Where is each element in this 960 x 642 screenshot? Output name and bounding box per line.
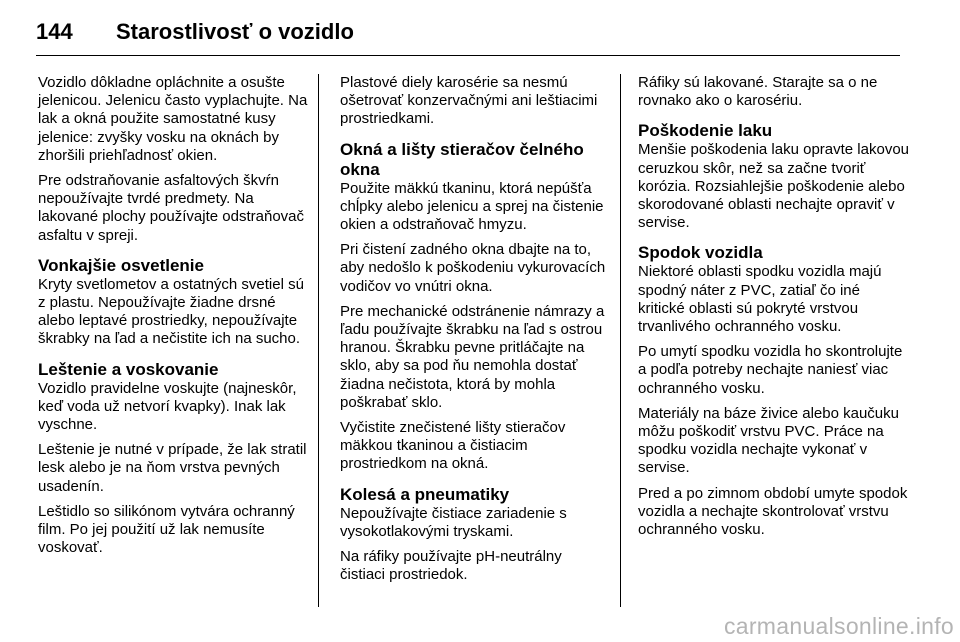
section-heading: Kolesá a pneumatiky: [340, 484, 510, 504]
paragraph: Leštenie je nutné v prípade, že lak stratil lesk alebo je na ňom vrstva pevných usadenín.: [38, 441, 307, 495]
paragraph: Použite mäkkú tkaninu, ktorá nepúšťa chĺpky alebo jelenicu a sprej na čistenie okien a odstraňovač hmyzu.: [340, 179, 604, 234]
paragraph: Vozidlo dôkladne opláchnite a osušte jelenicou. Jelenicu často vyplachujte. Na lak a okná použite samostatné kusy jelenice: zvyšky vosku na oknách by zhoršili priehľadnosť okien.: [38, 74, 308, 164]
paragraph: Vyčistite znečistené lišty stieračov mäkkou tkaninou a čistiacim prostriedkom na okná.: [340, 419, 566, 473]
paragraph: Plastové diely karosérie sa nesmú ošetrovať konzervačnými ani leštiacimi prostriedkami.: [340, 74, 598, 128]
paragraph: Pre odstraňovanie asfaltových škvŕn nepoužívajte tvrdé predmety. Na lakované plochy používajte odstraňovač asfaltu v spreji.: [38, 172, 305, 244]
column-divider: [620, 74, 621, 607]
section-heading: Vonkajšie osvetlenie: [38, 255, 204, 275]
page-number: 144: [36, 19, 73, 44]
section-paint-damage: [638, 121, 910, 232]
section-heading: Spodok vozidla: [638, 243, 763, 263]
section-underbody: [638, 243, 910, 539]
section-exterior-lights: [38, 256, 310, 349]
paragraph: Po umytí spodku vozidla ho skontrolujte a podľa potreby nechajte naniesť viac ochranného vosku.: [638, 343, 903, 397]
paragraph: Pred a po zimnom období umyte spodok vozidla a nechajte skontrolovať vrstvu ochranného vosku.: [638, 484, 908, 539]
paragraph: Materiály na báze živice alebo kaučuku môžu poškodiť vrstvu PVC. Práce na spodku vozidla nechajte vykonať v servise.: [638, 404, 899, 477]
column-divider: [318, 74, 319, 607]
paragraph: Pre mechanické odstránenie námrazy a ľadu používajte škrabku na ľad s ostrou hranou. Škrabku pevne pritláčajte na sklo, aby sa pod ňu nemohla dostať žiadna nečistota, ktorá by mohla poškrabať sklo.: [340, 302, 605, 411]
section-heading: Okná a lišty stieračov čelného okna: [340, 139, 584, 179]
paragraph: Menšie poškodenia laku opravte lakovou ceruzkou skôr, než sa začne tvoriť korózia. Rozsiahlejšie poškodenie alebo skorodované oblasti nechajte opraviť v servise.: [638, 141, 910, 232]
column-2: [340, 74, 610, 591]
section-wheels-tyres: [340, 485, 610, 585]
paragraph: Pri čistení zadného okna dbajte na to, aby nedošlo k poškodeniu vykurovacích vodičov vo vnútri okna.: [340, 241, 606, 295]
watermark: carmanualsonline.info: [723, 613, 954, 639]
paragraph: Na ráfiky používajte pH-neutrálny čistiaci prostriedok.: [340, 548, 562, 584]
page-header: [36, 12, 910, 52]
paragraph: Kryty svetlometov a ostatných svetiel sú z plastu. Nepoužívajte žiadne drsné alebo leptavé prostriedky, nepoužívajte škrabky na ľad a nečistite ich na sucho.: [38, 275, 304, 348]
page-title: Starostlivosť o vozidlo: [116, 19, 354, 44]
column-3: [638, 74, 910, 546]
paragraph: Leštidlo so silikónom vytvára ochranný film. Po jej použití už lak nemusíte voskovať.: [38, 502, 295, 557]
section-heading: Leštenie a voskovanie: [38, 359, 219, 379]
section-windows-wipers: [340, 140, 610, 474]
paragraph: Vozidlo pravidelne voskujte (najneskôr, keď voda už netvorí kvapky). Inak lak vyschne.: [38, 379, 297, 434]
section-polishing-waxing: [38, 360, 310, 558]
paragraph: Nepoužívajte čistiace zariadenie s vysokotlakovými tryskami.: [340, 504, 567, 540]
paragraph: Ráfiky sú lakované. Starajte sa o ne rovnako ako o karosériu.: [638, 74, 878, 110]
section-heading: Poškodenie laku: [638, 121, 773, 141]
header-rule: [36, 55, 900, 56]
column-1: [38, 74, 310, 564]
paragraph: Niektoré oblasti spodku vozidla majú spodný náter z PVC, zatiaľ čo iné kritické oblasti sú pokryté vrstvou trvanlivého ochranného vosku.: [638, 263, 882, 336]
